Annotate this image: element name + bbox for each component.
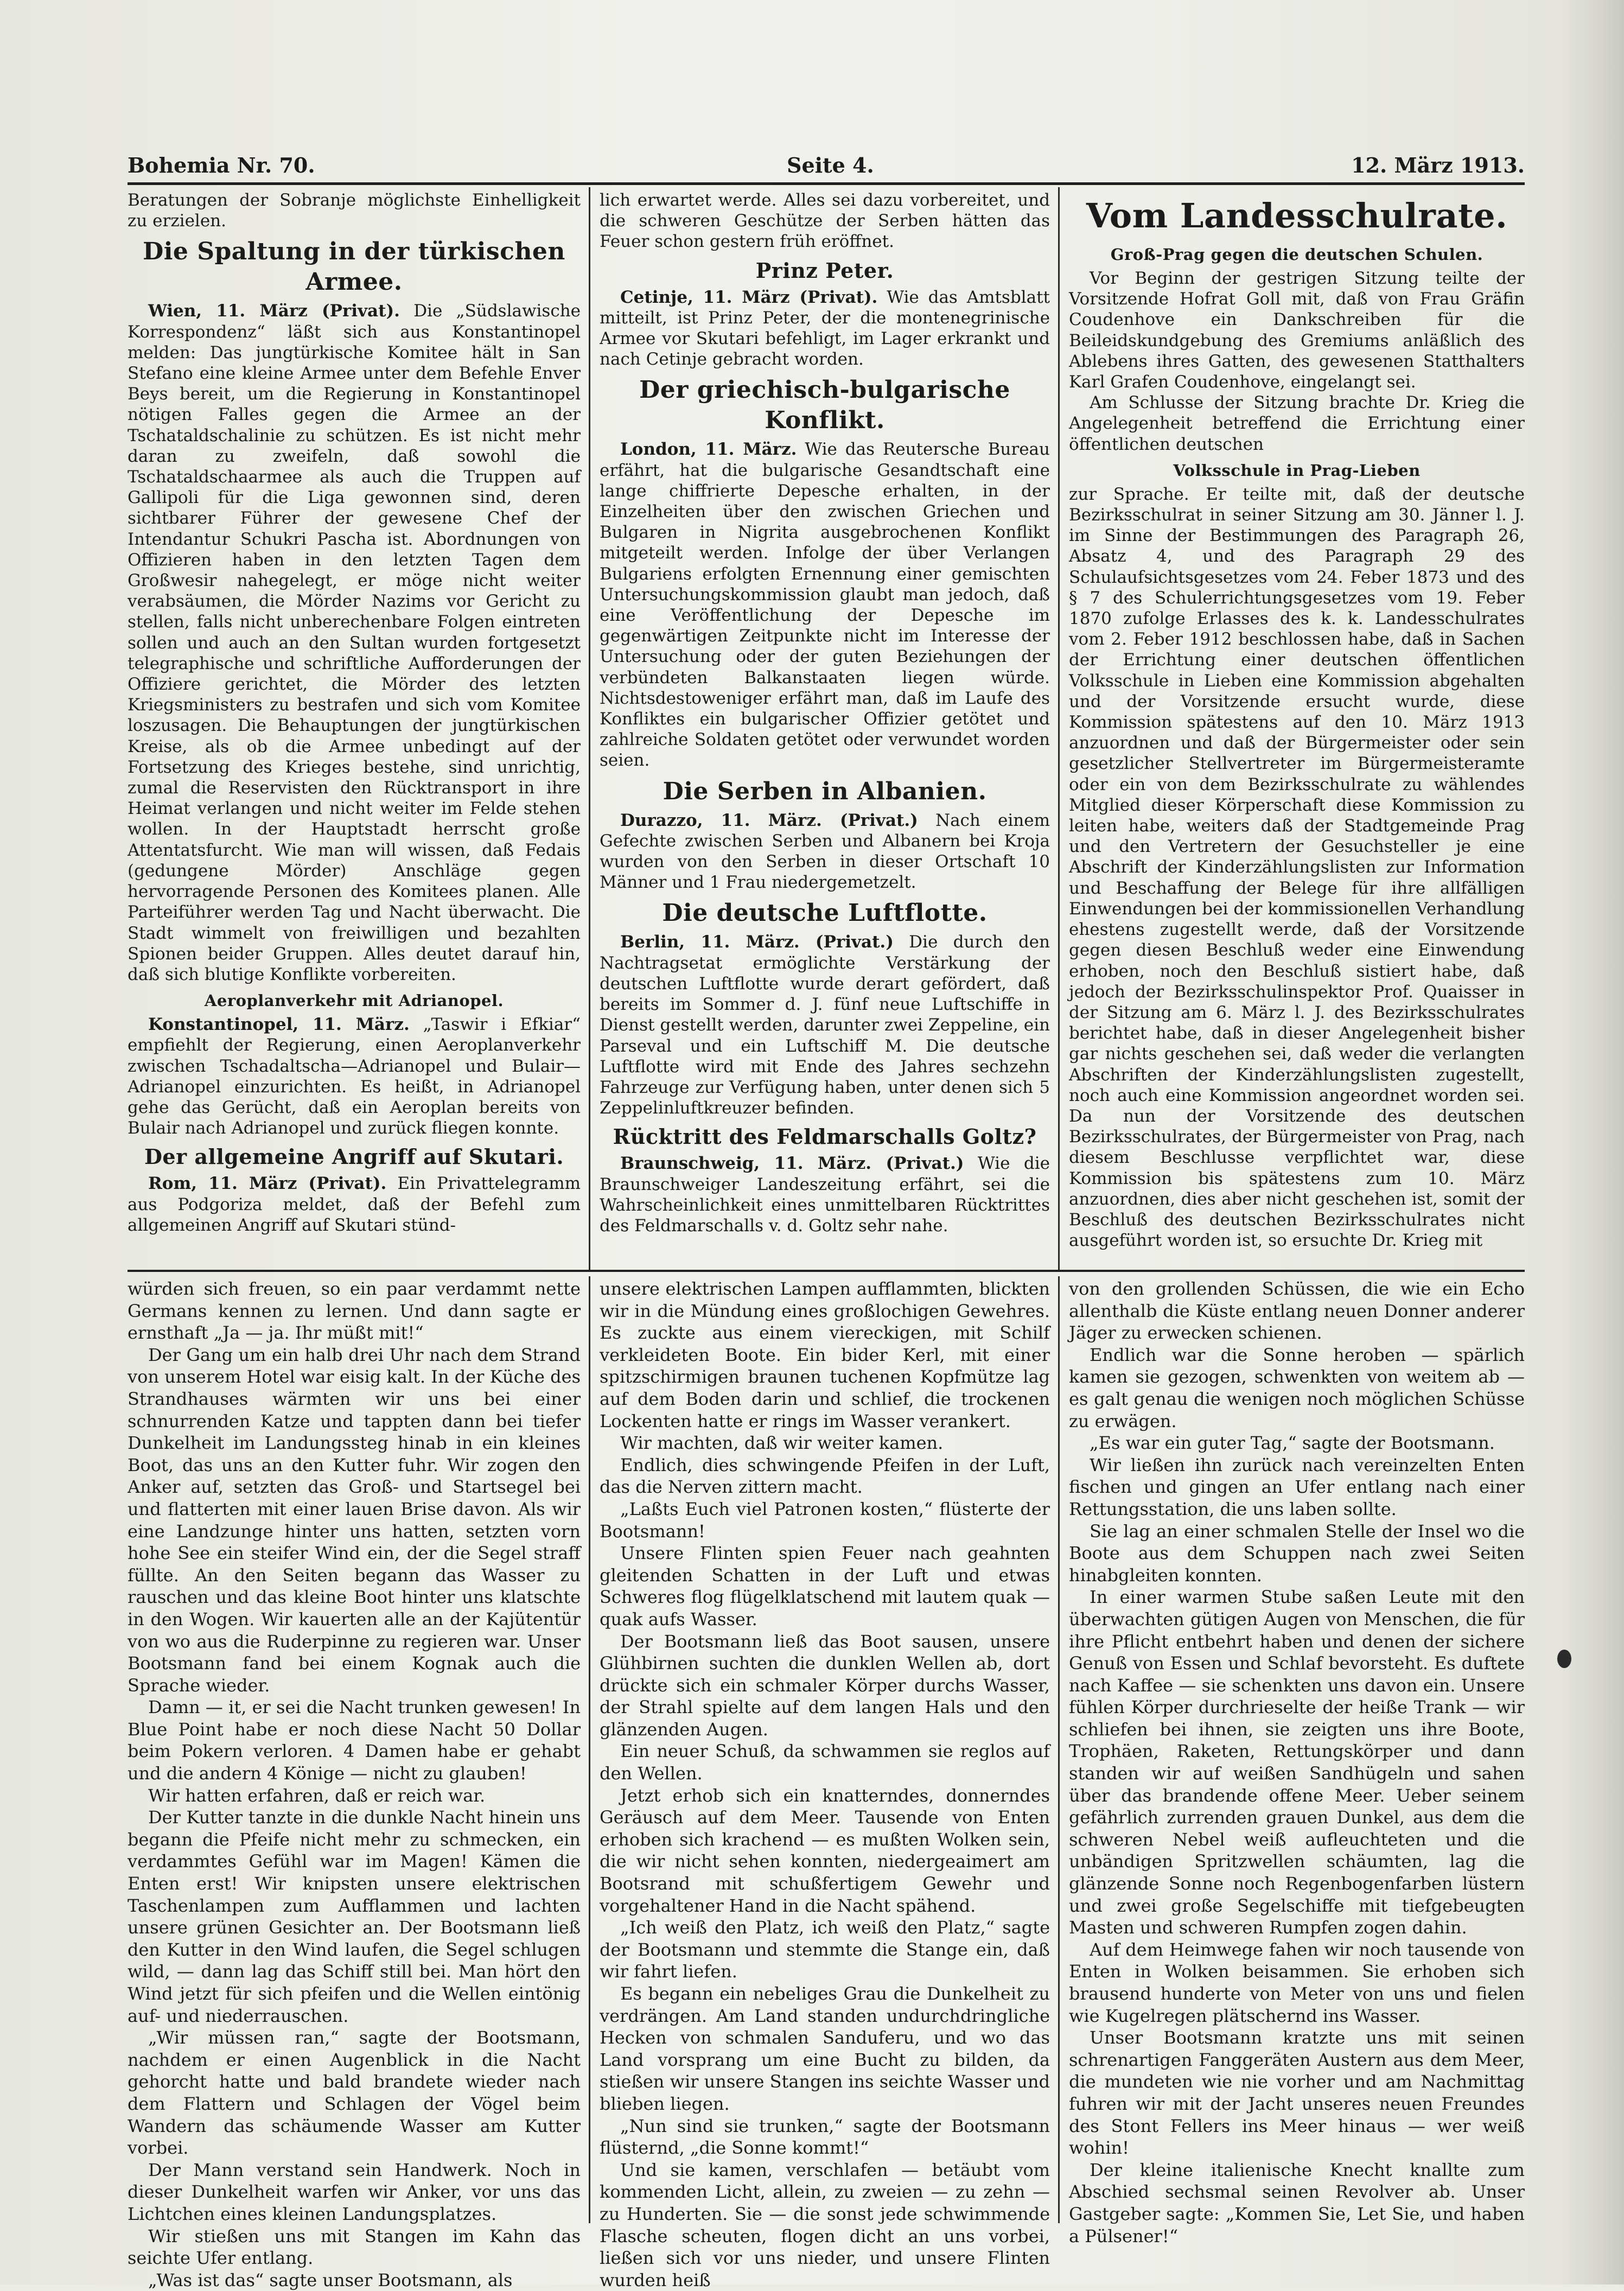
feuilleton-paragraph: Ein neuer Schuß, da schwammen sie reglos auf den Wellen. [600,1741,1050,1784]
article-body [600,810,1050,893]
feuilleton-paragraph: Jetzt erhob sich ein knatterndes, donnerndes Geräusch auf dem Meer. Tausende von Enten erhoben sich krachend — es mußten Wolken sein, die wir nicht sehen konnten, niedergeaimert am Bootsrand mit schußfertigem Gewehr und vorgehaltener Hand in die Nacht spähend. [600,1785,1050,1916]
headline-angriff-skutari: Der allgemeine Angriff auf Skutari. [144,1144,564,1169]
headline-prinz-peter: Prinz Peter. [755,258,894,283]
feuilleton-paragraph: Wir hatten erfahren, daß er reich war. [148,1785,486,1806]
column-rule [589,187,590,1270]
dateline: Durazzo, 11. März. (Privat.) [620,810,918,830]
header-date: 12. März 1913. [1351,153,1525,177]
headline-serben-albanien: Die Serben in Albanien. [663,777,987,805]
header-rule [128,182,1525,185]
article-body [128,1014,581,1138]
article-text: Wie das Reutersche Bureau erfährt, hat die bulgarische Gesandtschaft eine lange chiffrierte Depesche erhalten, in der Einzelheiten über den zwischen Griechen und Bulgaren in Nigrita ausgebrochenen Konflikt mitgeteilt werden. Infolge der über Verlangen Bulgariens erfolgten Ernennung einer gemischten Untersuchungskommission glaubt man jedoch, daß eine Veröffentlichung der Depesche im gegenwärtigen Zeitpunkte nicht im Interesse der Untersuchung oder der guten Beziehungen der verbündeten Balkanstaaten liegen würde. Nichtsdestoweniger erfährt man, daß im Laufe des Konfliktes ein bulgarischer Offizier getötet und zahlreiche Soldaten getötet oder verwundet worden seien. [600,440,1050,771]
article-body [600,439,1050,771]
feuilleton-paragraph: „Es war ein guter Tag,“ sagte der Bootsmann. [1090,1433,1495,1454]
feuilleton-paragraph: Endlich, dies schwingende Pfeifen in der Luft, das die Nerven zittern macht. [600,1454,1050,1498]
feuilleton-paragraph: Endlich war die Sonne heroben — spärlich kamen sie gezogen, schwenkten von weitem ab — es galt genau die wenigen noch möglichen Schüsse zu erwägen. [1069,1344,1525,1431]
feuilleton-paragraph: Wir ließen ihn zurück nach vereinzelten Enten fischen und gingen an Ufer entlang nach einer Rettungsstation, die uns laben sollte. [1069,1454,1525,1519]
feuilleton-paragraph: Unsere Flinten spien Feuer nach geahnten gleitenden Schatten in der Luft und etwas Schweres flog flügelklatschend mit lautem quak — quak aufs Wasser. [600,1543,1050,1630]
header-page-number: Seite 4. [787,153,874,177]
dateline: Cetinje, 11. März (Privat). [620,287,878,307]
article-body [128,301,581,985]
news-column-3 [1069,190,1525,1267]
article-text: Vor Beginn der gestrigen Sitzung teilte der Vorsitzende Hofrat Goll mit, daß von Frau Gräfin Coudenhove ein Dankschreiben für die Beileidskundgebung des Gremiums anläßlich des Ablebens ihres Gatten, des gewesenen Statthalters Karl Grafen Coudenhove, eingelangt sei. [1069,269,1525,392]
article-body [128,1173,581,1236]
feuilleton-paragraph: unsere elektrischen Lampen aufflammten, blickten wir in die Mündung eines großlochigen Gewehres. Es zuckte aus einem viereckigen, mit Schilf verkleideten Boote. Ein bider Kerl, mit einer spitzschirmigen braunen tuchenen Kopfmütze lag auf dem Boden darin und schlief, die trockenen Lockenten hatte er rings im Wasser verankert. [600,1278,1050,1431]
news-column-2 [600,190,1050,1267]
feuilleton-paragraph: Der Kutter tanzte in die dunkle Nacht hinein uns begann die Pfeife nicht mehr zu schmecken, ein verdammtes Gefühl war im Magen! Kämen die Enten erst! Wir knipsten unsere elektrischen Taschenlampen zum Aufflammen und lachten unsere grünen Gesichter an. Der Bootsmann ließ den Kutter in den Wind laufen, die Segel schlugen wild, — dann lag das Schiff still bei. Man hört den Wind jetzt für sich pfeifen und die Wellen eintönig auf- und niederrauschen. [128,1807,581,2026]
header-issue: Bohemia Nr. 70. [128,153,315,177]
article-text: Wie das Amtsblatt mitteilt, ist Prinz Peter, der die montenegrinische Armee vor Skutari befehligt, im Lager erkrankt und nach Cetinje gebracht worden. [600,287,1050,370]
feuilleton-paragraph: Wir machten, daß wir weiter kamen. [620,1433,944,1454]
dateline: Berlin, 11. März. (Privat.) [620,932,894,952]
feuilleton-column-1 [128,1278,581,2290]
headline-griechisch-bulgarisch: Der griechisch-bulgarische Konflikt. [639,376,1010,435]
feuilleton-paragraph: „Nun sind sie trunken,“ sagte der Bootsmann flüsternd, „die Sonne kommt!“ [600,2115,1050,2159]
article-text: Die durch den Nachtragsetat ermöglichte Verstärkung der deutschen Luftflotte wurde derart gefördert, daß bereits im Sommer d. J. fünf neue Luftschiffe in Dienst gestellt werden, darunter zwei Zeppeline, ein Parseval und ein Luftschiff M. Die deutsche Luftflotte wird mit Ende des Jahres sechzehn Fahrzeuge zur Verfügung haben, unter denen sich 5 Zeppelinluftkreuzer befinden. [600,932,1050,1118]
headline-aeroplanverkehr: Aeroplanverkehr mit Adrianopel. [204,991,504,1010]
article-text: Wie die Braunschweiger Landeszeitung erfährt, sei die Wahrscheinlichkeit eines unmittelbaren Rücktrittes des Feldmarschalls v. d. Goltz sehr nahe. [600,1154,1050,1236]
article-body [600,932,1050,1118]
article-continuation: lich erwartet werde. Alles sei dazu vorbereitet, und die schweren Geschütze der Serben hätten das Feuer schon gestern früh eröffnet. [600,190,1050,252]
feuilleton-paragraph: Der Bootsmann ließ das Boot sausen, unsere Glühbirnen suchten die dunklen Wellen ab, dort drückte sich ein schmaler Körper durchs Wasser, der Strahl spielte auf dem langen Hals und den glänzenden Augen. [600,1631,1050,1740]
feuilleton-paragraph: Es begann ein nebeliges Grau die Dunkelheit zu verdrängen. Am Land standen undurchdringliche Hecken von schmalen Sanduferu, und wo das Land vorsprang um eine Bucht zu bilden, da stießen wir unsere Stangen ins seichte Wasser und blieben liegen. [600,1983,1050,2114]
ink-spot [1557,1650,1571,1668]
feuilleton-paragraph: Der Gang um ein halb drei Uhr nach dem Strand von unserem Hotel war eisig kalt. In der Küche des Strandhauses wärmten wir uns bei einer schnurrenden Katze und tappten dann bei tiefer Dunkelheit im Landungssteg hinab in ein kleines Boot, das uns an den Kutter fuhr. Wir zogen den Anker auf, setzten das Groß- und Startsegel bei und flatterten mit einer lauen Brise davon. Als wir eine Landzunge hinter uns hatten, setzten vorn hohe See ein steifer Wind ein, der die Segel straff füllte. An den Seiten begann das Wasser zu rauschen und das kleine Boot hinter uns klatschte in den Wogen. Wir kauerten alle an der Kajütentür von wo aus die Ruderpinne zu regieren war. Unser Bootsmann fand bei einem Kognak auch die Sprache wieder. [128,1344,581,1696]
feuilleton-paragraph: würden sich freuen, so ein paar verdammt nette Germans kennen zu lernen. Und dann sagte er ernsthaft „Ja — ja. Ihr müßt mit!“ [128,1278,581,1344]
article-body [600,1153,1050,1236]
feuilleton-paragraph: von den grollenden Schüssen, die wie ein Echo allenthalb die Küste entlang neuen Donner anderer Jäger zu erwecken schienen. [1069,1278,1525,1344]
feuilleton-paragraph: Auf dem Heimwege fahen wir noch tausende von Enten in Wolken beisammen. Sie erhoben sich brausend hunderte von Meter von uns und fielen wie Kugelregen plätschernd ins Wasser. [1069,1939,1525,2026]
feuilleton-paragraph: Sie lag an einer schmalen Stelle der Insel wo die Boote aus dem Schuppen nach zwei Seiten hinabgleiten konnten. [1069,1520,1525,1586]
article-text: zur Sprache. Er teilte mit, daß der deutsche Bezirksschulrat in seiner Sitzung am 30. Jänner l. J. im Sinne der Bestimmungen des Paragraph 26, Absatz 4, und des Paragraph 29 des Schulaufsichtsgesetzes vom 24. Feber 1873 und des § 7 des Schulerrichtungsgesetzes vom 19. Feber 1870 zufolge Erlasses des k. k. Landesschulrates vom 2. Feber 1912 beschlossen habe, daß in Sachen der Errichtung einer deutschen öffentlichen Volksschule in Lieben eine Kommission abgehalten und der Vorsitzende ersucht wurde, diese Kommission spätestens auf den 10. März 1913 anzuordnen und daß der Bürgermeister oder sein gesetzlicher Stellvertreter im Bürgermeisteramte oder ein von dem Bezirksschulrate zu wählendes Mitglied dieser Körperschaft diese Kommission zu leiten habe, weiters daß der Stadtgemeinde Prag und den Vertretern der Gesuchsteller je eine Abschrift der Kinderzählungslisten zur Information und Beschaffung der Belege für ihre allfälligen Einwendungen bei der kommissionellen Verhandlung ehestens zugestellt werde, daß der Vorsitzende gegen diesen Beschluß weder eine Einwendung erhoben, noch den Beschluß sistiert habe, daß jedoch der Bezirksschulinspektor Prof. Quaisser in der Sitzung am 6. März l. J. des Bezirksschulrates berichtet habe, daß in dieser Angelegenheit bisher gar nichts geschehen sei, daß weder die verlangten Abschriften der Kinderzählungslisten zugestellt, noch auch eine Kommission angeordnet worden sei. Da nun der Vorsitzende des deutschen Bezirksschulrates, der Bürgermeister von Prag, nach diesem Beschlusse verpflichtet war, diese Kommission bis spätestens zum 10. März anzuordnen, dies aber nicht geschehen ist, somit der Beschluß des deutschen Bezirksschulrates nicht ausgeführt worden ist, so ersuchte Dr. Krieg mit [1069,484,1525,1251]
column-rule [1058,1276,1060,2223]
dateline: Wien, 11. März (Privat). [148,301,400,321]
feuilleton-paragraph: Und sie kamen, verschlafen — betäubt vom kommenden Licht, allein, zu zweien — zu zehn — zu Hunderten. Sie — die sonst jede schwimmende Flasche scheuten, flogen dicht an uns vorbei, ließen sich vor uns nieder, und unsere Flinten wurden heiß [600,2159,1050,2290]
headline-deutsche-luftflotte: Die deutsche Luftflotte. [662,899,988,927]
subheadline-gross-prag: Groß-Prag gegen die deutschen Schulen. [1110,245,1483,264]
column-rule [1058,187,1060,1270]
column-rule [589,1276,590,2223]
page-header [128,153,1525,181]
feuilleton-paragraph: „Ich weiß den Platz, ich weiß den Platz,“ sagte der Bootsmann und stemmte die Stange ein, daß wir fahrt liefen. [600,1917,1050,1982]
headline-spaltung-armee: Die Spaltung in der türkischen Armee. [143,238,565,296]
dateline: Konstantinopel, 11. März. [148,1015,410,1035]
news-column-1 [128,190,581,1267]
dateline: Braunschweig, 11. März. (Privat.) [620,1154,964,1174]
feuilleton-paragraph: „Wir müssen ran,“ sagte der Bootsmann, nachdem er einen Augenblick in die Nacht gehorcht hatte und bald brandete wieder nach dem Flattern und Schlagen der Vögel beim Wandern das schäumende Wasser am Kutter vorbei. [128,2027,581,2159]
feuilleton-paragraph: Damn — it, er sei die Nacht trunken gewesen! In Blue Point habe er noch diese Nacht 50 Dollar beim Pokern verloren. 4 Damen habe er gehabt und die andern 4 Könige — nicht zu glauben! [128,1697,581,1784]
article-body [600,287,1050,370]
page-edge-shadow [1559,0,1624,2284]
feuilleton-paragraph: „Laßts Euch viel Patronen kosten,“ flüsterte der Bootsmann! [600,1498,1050,1542]
article-text: „Taswir i Efkiar“ empfiehlt der Regierung, einen Aeroplanverkehr zwischen Tschadaltscha—Adrianopel und Bulair—Adrianopel einzurichten. Es heißt, in Adrianopel gehe das Gerücht, daß ein Aeroplan bereits von Bulair nach Adrianopel und zurück fliegen konnte. [128,1015,581,1138]
article-text: Am Schlusse der Sitzung brachte Dr. Krieg die Angelegenheit betreffend die Errichtung einer öffentlichen deutschen [1069,393,1525,454]
article-text: Die „Südslawische Korrespondenz“ läßt sich aus Konstantinopel melden: Das jungtürkische Komitee hält in San Stefano eine kleine Armee unter dem Befehle Enver Beys bereit, um die Regierung in Konstantinopel nötigen Falles gegen die Armee an der Tschataldschalinie zu schützen. Es ist nicht mehr daran zu zweifeln, daß sowohl die Tschataldschaarmee als auch die Truppen auf Gallipoli für die Liga gewonnen sind, deren sichtbarer Führer der gewesene Chef der Intendantur Schukri Pascha ist. Abordnungen von Offizieren haben in den letzten Tagen dem Großwesir nahegelegt, er möge nicht weiter verabsäumen, die Mörder Nazims vor Gericht zu stellen, falls nicht unberechenbare Folgen eintreten sollen und auch an den Sultan wurden fortgesetzt telegraphische und schriftliche Aufforderungen der Offiziere gerichtet, die Mörder des letzten Kriegsministers zu bestrafen und sich vom Komitee loszusagen. Die Behauptungen der jungtürkischen Kreise, als ob die Armee unbedingt auf der Fortsetzung des Krieges bestehe, sind unrichtig, zumal die Reservisten den Rücktransport in ihre Heimat verlangen und nicht weiter im Felde stehen wollen. In der Hauptstadt herrscht große Attentatsfurcht. Wie man will wissen, daß Fedais (gedungene Mörder) Anschläge gegen hervorragende Personen des Komitees planen. Alle Parteiführer werden Tag und Nacht überwacht. Die Stadt wimmelt von freiwilligen und bezahlten Spionen beider Gruppen. Alles deutet darauf hin, daß sich blutige Konflikte vorbereiten. [128,301,581,984]
subheadline-volksschule-lieben: Volksschule in Prag-Lieben [1173,461,1421,480]
feuilleton-paragraph: Wir stießen uns mit Stangen im Kahn das seichte Ufer entlang. [128,2225,581,2269]
feuilleton-paragraph: Der Mann verstand sein Handwerk. Noch in dieser Dunkelheit warfen wir Anker, vor uns das Lichtchen eines kleinen Landungsplatzes. [128,2159,581,2224]
feuilleton-paragraph: „Was ist das“ sagte unser Bootsmann, als [148,2269,513,2290]
article-text: Ein Privattelegramm aus Podgoriza meldet, daß der Befehl zum allgemeinen Angriff auf Skutari stünd- [128,1174,581,1235]
dateline: Rom, 11. März (Privat). [148,1174,387,1194]
feuilleton-rule [128,1270,1525,1272]
feuilleton-paragraph: In einer warmen Stube saßen Leute mit den überwachten gütigen Augen von Menschen, die für ihre Pflicht entbehrt haben und denen der sichere Genuß von Essen und Schlaf bevorsteht. Es duftete nach Kaffee — sie schenkten uns davon ein. Unsere fühlen Körper durchrieselte der heiße Trank — wir schliefen bei ihnen, sie zeigten uns ihre Boote, Trophäen, Raketen, Rettungskörper und dann standen wir auf weißen Sandhügeln und sahen über das brandende offene Meer. Ueber seinem gefährlich zurrenden grauen Dunkel, aus dem die schweren Nebel weiß aufleuchteten und die unbändigen Spritzwellen schäumten, lag die glänzende Sonne noch Regenbogenfarben lüstern und zwei große Segelschiffe mit tiefgebeugten Masten und schweren Rumpfen zogen dahin. [1069,1587,1525,1938]
feuilleton-paragraph: Unser Bootsmann kratzte uns mit seinen schrenartigen Fanggeräten Austern aus dem Meer, die mundeten wie nie vorher und am Nachmittag fuhren wir mit der Jacht unseres neuen Freundes des Stont Fellers ins Meer hinaus — wer weiß wohin! [1069,2027,1525,2159]
headline-ruecktritt-goltz: Rücktritt des Feldmarschalls Goltz? [613,1124,1037,1149]
feuilleton-column-2 [600,1278,1050,2290]
article-text: Nach einem Gefechte zwischen Serben und Albanern bei Kroja wurden von den Serben in dieser Ortschaft 10 Männer und 1 Frau niedergemetzelt. [600,810,1050,893]
feuilleton-column-3 [1069,1278,1525,2247]
dateline: London, 11. März. [620,440,797,460]
article-continuation: Beratungen der Sobranje möglichste Einhelligkeit zu erzielen. [128,190,581,231]
headline-landesschulrat: Vom Landesschulrate. [1086,196,1508,236]
feuilleton-paragraph: Der kleine italienische Knecht knallte zum Abschied sechsmal seinen Revolver ab. Unser Gastgeber sagte: „Kommen Sie, Let Sie, und haben a Pülsener!“ [1069,2159,1525,2247]
